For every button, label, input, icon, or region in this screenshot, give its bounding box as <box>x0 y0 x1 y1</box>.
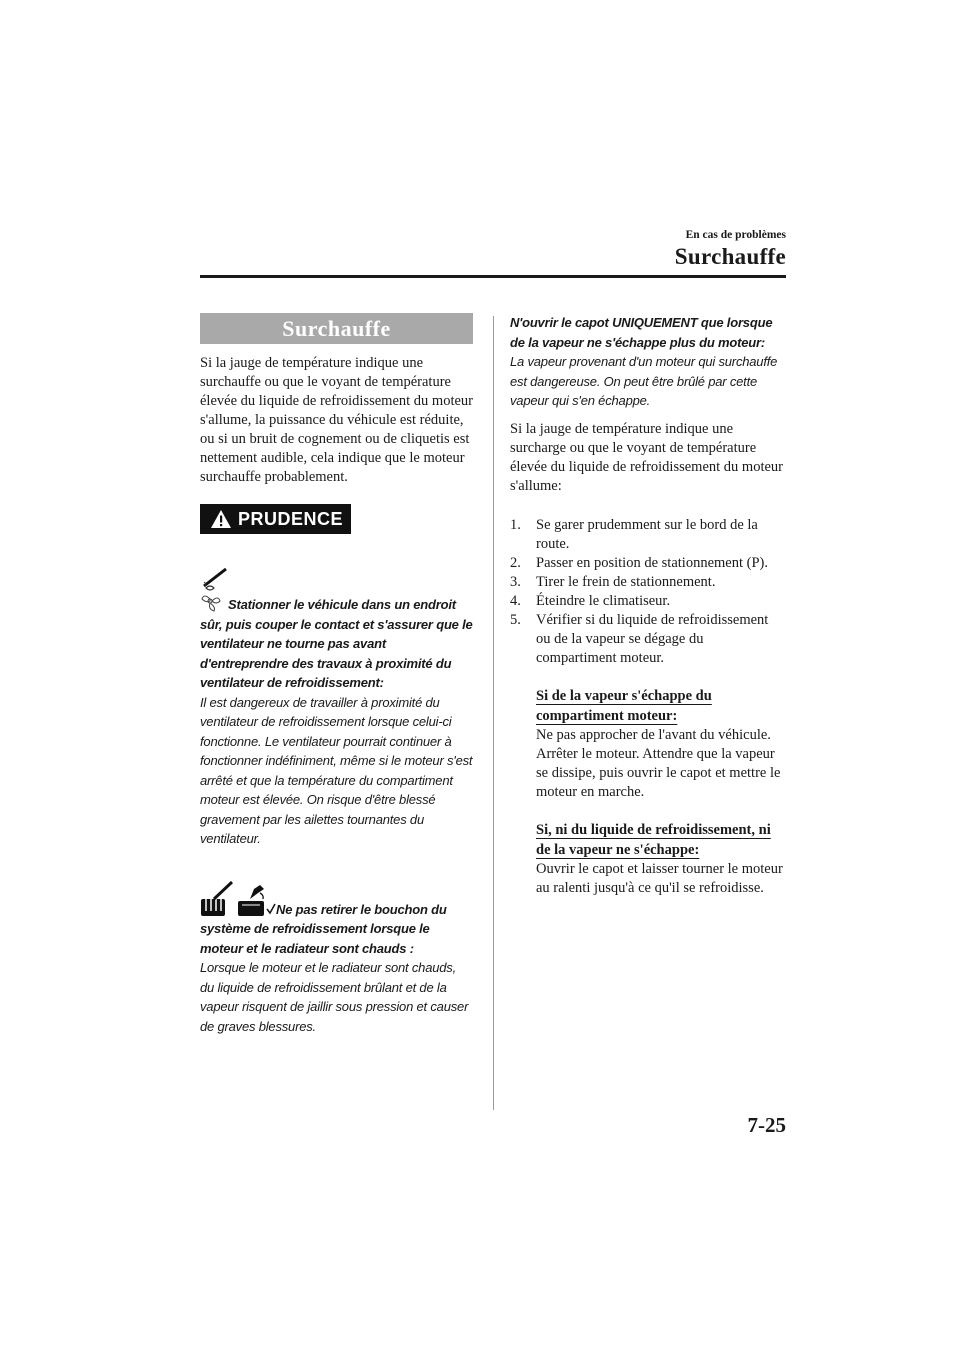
case-steam-text: Ne pas approcher de l'avant du véhicule. Arrêter le moteur. Attendre que la vapeur se dissipe, puis ouvrir le capot et mettre le moteur en marche. <box>536 726 781 800</box>
intro-paragraph: Si la jauge de température indique une surchauffe ou que le voyant de température élevée du liquide de refroidissement du moteur s'allume, la puissance du véhicule est réduite, ou si un bruit de cognement ou de cliquetis est nettement audible, cela indique que le moteur surchauffe probablement. <box>200 355 473 485</box>
header-rule <box>200 275 786 278</box>
warning-cap-title: Ne pas retirer le bouchon du système de refroidissement lorsque le moteur et le radiateur sont chauds : <box>200 901 447 956</box>
case-no-steam-heading: Si, ni du liquide de refroidissement, ni de la vapeur ne s'échappe: <box>536 821 771 858</box>
warning-hood-title: N'ouvrir le capot UNIQUEMENT que lorsque de la vapeur ne s'échappe plus du moteur: <box>510 315 773 350</box>
warning-radiator-cap <box>200 881 473 1037</box>
caution-label: PRUDENCE <box>238 508 344 529</box>
header-section: En cas de problèmes <box>685 229 786 241</box>
case-no-steam <box>536 820 786 898</box>
list-item: 2. Passer en position de stationnement (P). <box>510 554 768 571</box>
section-banner: Surchauffe <box>200 313 473 344</box>
column-divider <box>493 316 494 1110</box>
case-steam <box>536 686 786 802</box>
procedure-steps <box>510 516 786 668</box>
right-column <box>510 313 786 898</box>
warning-fan-title: Stationner le véhicule dans un endroit sûr, puis couper le contact et s'assurer que le ventilateur ne tourne pas avant d'entreprendre des travaux à proximité du ventilateur de refroidissement: <box>200 597 473 690</box>
warning-hood-text: La vapeur provenant d'un moteur qui surchauffe est dangereuse. On peut être brûlé par cette vapeur qui s'en échappe. <box>510 354 778 408</box>
page-number: 7-25 <box>747 1113 786 1137</box>
procedure-intro: Si la jauge de température indique une surcharge ou que le voyant de température élevée du liquide de refroidissement du moteur s'allume: <box>510 420 783 494</box>
fan-prohibited-icon <box>200 568 230 612</box>
warning-fan-text: Il est dangereux de travailler à proximité du ventilateur de refroidissement lorsque celui-ci fonctionne. Le ventilateur pourrait continuer à fonctionner indéfiniment, même si le moteur s'est arrêté et que la température du compartiment moteur est élevée. On risque d'être blessé gravement par les ailettes tournantes du ventilateur. <box>200 694 473 846</box>
radiator-cap-icon <box>200 881 268 917</box>
caution-badge <box>200 504 351 534</box>
list-item: 5. Vérifier si du liquide de refroidissement ou de la vapeur se dégage du compartiment moteur. <box>510 611 769 666</box>
header-title: Surchauffe <box>674 244 786 269</box>
list-item: 1. Se garer prudemment sur le bord de la route. <box>510 516 758 552</box>
warning-triangle-icon <box>210 509 232 529</box>
warning-cap-text: Lorsque le moteur et le radiateur sont chauds, du liquide de refroidissement brûlant et de la vapeur risquent de jaillir sous pression et causer de graves blessures. <box>200 960 469 1034</box>
checkmark-icon <box>266 903 276 915</box>
list-item: 3. Tirer le frein de stationnement. <box>510 573 716 590</box>
warning-fan <box>200 568 473 849</box>
case-no-steam-text: Ouvrir le capot et laisser tourner le moteur au ralenti jusqu'à ce qu'il se refroidisse. <box>536 860 783 896</box>
list-item: 4. Éteindre le climatiseur. <box>510 592 671 609</box>
case-steam-heading: Si de la vapeur s'échappe du compartiment moteur: <box>536 687 712 724</box>
left-column <box>200 313 473 1036</box>
